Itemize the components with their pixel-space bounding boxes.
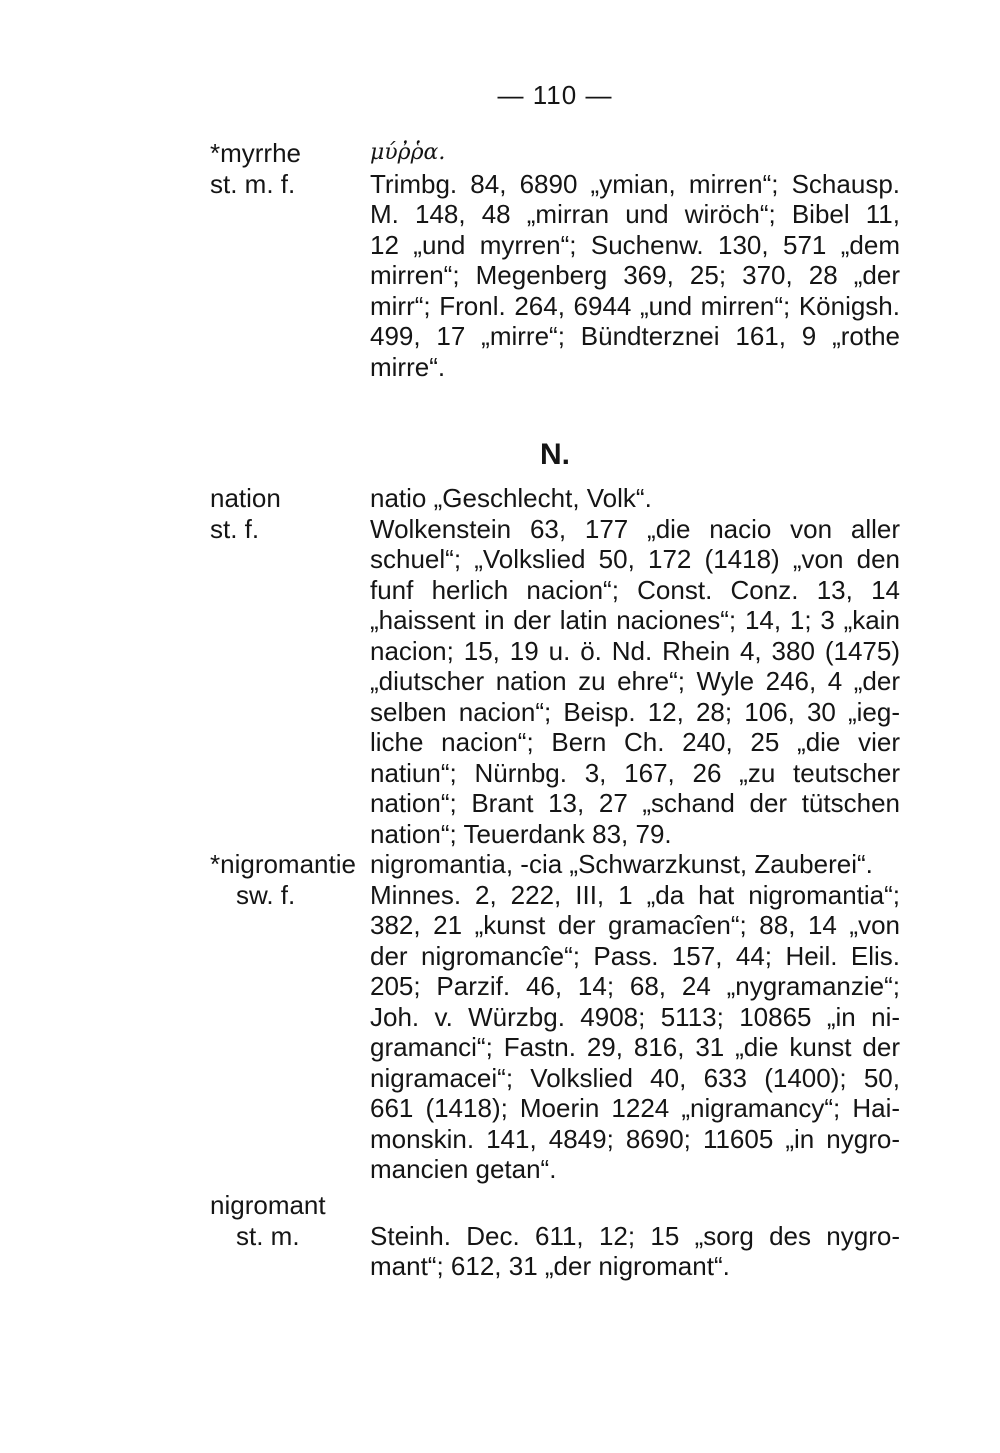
body-line: mancien getan“. [370, 1154, 557, 1184]
body-line: der nigromancîe“; Pass. 157, 44; Heil. Elis. [370, 940, 900, 971]
body-line: selben nacion“; Beisp. 12, 28; 106, 30 „ieg- [370, 696, 900, 727]
body-line: natio „Geschlecht, Volk“. [370, 483, 652, 513]
lemma-headword: nigromant [210, 1190, 326, 1220]
body-line: nacion; 15, 19 u. ö. Nd. Rhein 4, 380 (1475) [370, 635, 900, 666]
body-line: 382, 21 „kunst der gramacîen“; 88, 14 „von [370, 910, 900, 940]
entry-body [370, 483, 900, 849]
body-line: Steinh. Dec. 611, 12; 15 „sorg des nygro- [370, 1220, 900, 1251]
body-line: nation“; Teuerdank 83, 79. [370, 818, 672, 849]
body-line: liche nacion“; Bern Ch. 240, 25 „die vier [370, 727, 900, 757]
lemma-column [210, 1190, 360, 1251]
lemma-grammar: sw. f. [236, 879, 296, 910]
body-line: 12 „und myrren“; Suchenw. 130, 571 „dem [370, 229, 900, 260]
lemma-column [210, 483, 360, 544]
page-number: — 110 — [497, 80, 613, 110]
body-line: „diutscher nation zu ehre“; Wyle 246, 4 „der [370, 666, 900, 696]
body-line: mant“; 612, 31 „der nigromant“. [370, 1251, 730, 1281]
section-heading: N. [540, 438, 570, 471]
entry-body [370, 849, 900, 1185]
entry-body [370, 138, 900, 382]
body-line: gramanci“; Fastn. 29, 816, 31 „die kunst der [370, 1032, 900, 1062]
etymology: μύῤῥα. [370, 140, 446, 165]
lemma-headword: *nigromantie [210, 849, 356, 879]
body-line: 499, 17 „mirre“; Bündterznei 161, 9 „rothe [370, 321, 900, 351]
body-line: M. 148, 48 „mirran und wiröch“; Bibel 11, [370, 199, 900, 229]
body-line: schuel“; „Volkslied 50, 172 (1418) „von den [370, 544, 900, 574]
body-line: nation“; Brant 13, 27 „schand der tütschen [370, 788, 900, 818]
body-line: monskin. 141, 4849; 8690; 11605 „in nygro- [370, 1123, 900, 1154]
lemma-column [210, 138, 360, 199]
body-line: Minnes. 2, 222, III, 1 „da hat nigromantia“; [370, 879, 900, 910]
lemma-grammar: st. m. f. [210, 168, 296, 199]
body-line: „haissent in der latin naciones“; 14, 1; 3 „kain [370, 605, 900, 635]
body-line: natiun“; Nürnbg. 3, 167, 26 „zu teutscher [370, 757, 900, 788]
body-line: mirren“; Megenberg 369, 25; 370, 28 „der [370, 260, 900, 290]
lemma-headword: *myrrhe [210, 138, 302, 168]
body-line: funf herlich nacion“; Const. Conz. 13, 14 [370, 574, 900, 605]
body-line: mirre“. [370, 351, 446, 382]
body-line: Trimbg. 84, 6890 „ymian, mirren“; Schausp. [370, 168, 900, 199]
body-line: mirr“; Fronl. 264, 6944 „und mirren“; Königsh. [370, 290, 900, 321]
lemma-grammar: st. m. [236, 1220, 300, 1251]
lemma-column [210, 849, 360, 910]
body-line: 205; Parzif. 46, 14; 68, 24 „nygramanzie“; [370, 971, 900, 1001]
body-line: nigramacei“; Volkslied 40, 633 (1400); 50, [370, 1062, 900, 1093]
body-line: 661 (1418); Moerin 1224 „nigramancy“; Hai- [370, 1093, 900, 1123]
body-line: nigromantia, -cia „Schwarzkunst, Zauberei“. [370, 849, 873, 879]
entry-body [370, 1221, 900, 1282]
lemma-grammar: st. f. [210, 513, 260, 544]
body-line: Wolkenstein 63, 177 „die nacio von aller [370, 513, 900, 544]
lemma-headword: nation [210, 483, 281, 513]
body-line: Joh. v. Würzbg. 4908; 5113; 10865 „in ni- [370, 1001, 900, 1032]
